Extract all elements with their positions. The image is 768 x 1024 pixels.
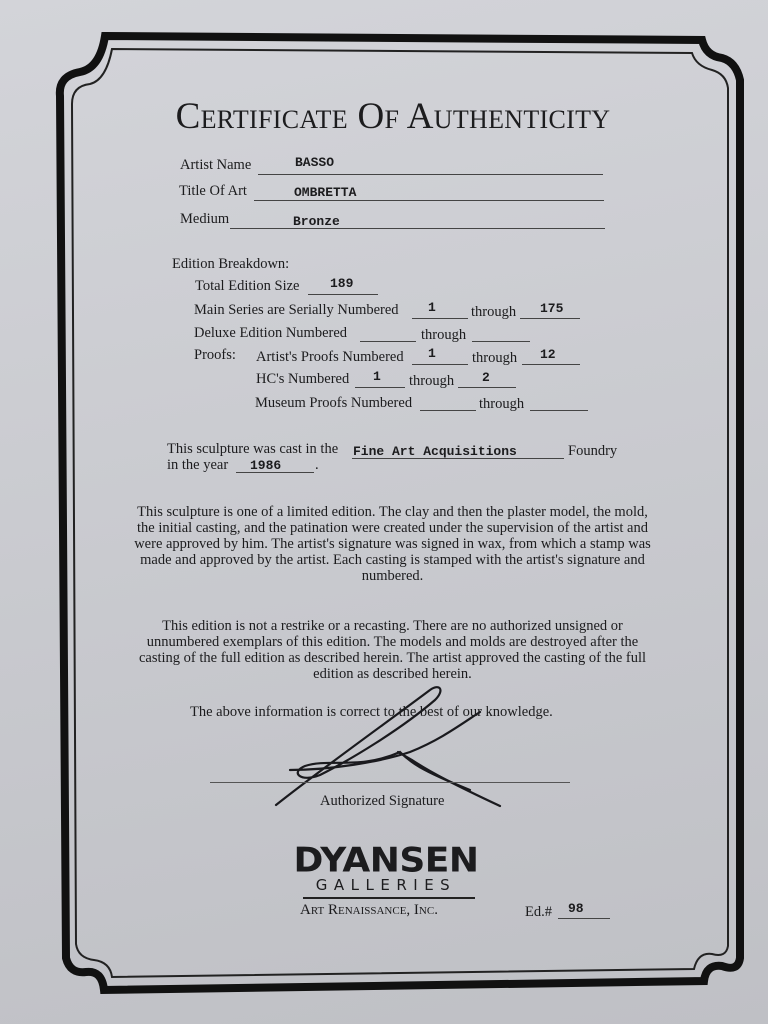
hc-numbered-label: HC's Numbered — [256, 371, 350, 387]
total-edition-label: Total Edition Size — [195, 278, 300, 294]
edition-number-value: 98 — [568, 901, 584, 916]
foundry-value: Fine Art Acquisitions — [353, 444, 517, 459]
certificate-title: Certificate Of Authenticity — [175, 96, 611, 137]
foundry-suffix: Foundry — [568, 443, 618, 459]
hc-to: 2 — [482, 370, 490, 385]
authorized-signature-label: Authorized Signature — [320, 793, 445, 809]
museum-through-label: through — [479, 396, 525, 412]
main-series-label: Main Series are Serially Numbered — [194, 302, 399, 318]
artists-proofs-label: Artist's Proofs Numbered — [256, 349, 404, 365]
artists-proofs-to: 12 — [540, 347, 556, 362]
artist-name-label: Artist Name — [180, 157, 252, 173]
title-of-art-label: Title Of Art — [179, 183, 247, 199]
artist-name-value: BASSO — [295, 155, 335, 170]
dyansen-logo: DYANSEN — [293, 841, 479, 880]
edition-number-label: Ed.# — [525, 904, 552, 920]
limited-edition-paragraph: This sculpture is one of a limited edition. The clay and then the plaster model, the mold, the initial casting, and the patination were created under the supervision of the artist and were approved by him. The artist's signature was signed in wax, from which a stamp was made and approved by the artist. Each casting is stamped with the artist's signature and numbered. — [134, 504, 651, 584]
artists-proofs-from: 1 — [428, 346, 436, 361]
artists-proofs-through-label: through — [472, 350, 518, 366]
main-series-from: 1 — [428, 300, 436, 315]
cast-statement-prefix: This sculpture was cast in the — [167, 441, 339, 457]
art-renaissance-text: Art Renaissance, Inc. — [300, 902, 438, 918]
year-suffix: . — [315, 457, 319, 473]
year-prefix: in the year — [167, 457, 229, 473]
deluxe-through-label: through — [421, 327, 467, 343]
hc-from: 1 — [373, 369, 381, 384]
knowledge-statement: The above information is correct to the best of our knowledge. — [190, 704, 553, 720]
logo-rule — [303, 897, 475, 899]
medium-label: Medium — [180, 211, 230, 227]
medium-value: Bronze — [293, 214, 340, 229]
title-of-art-value: OMBRETTA — [294, 185, 357, 200]
hc-through-label: through — [409, 373, 455, 389]
galleries-logo: GALLERIES — [315, 876, 457, 894]
museum-proofs-label: Museum Proofs Numbered — [255, 395, 413, 411]
year-value: 1986 — [250, 458, 282, 473]
edition-breakdown-heading: Edition Breakdown: — [172, 256, 290, 272]
main-series-through-label: through — [471, 304, 517, 320]
total-edition-value: 189 — [330, 276, 354, 291]
proofs-label: Proofs: — [194, 347, 236, 363]
no-restrike-paragraph: This edition is not a restrike or a recasting. There are no authorized unsigned or unnumbered exemplars of this edition. The models and molds are destroyed after the casting of the full edition as described herein. The artist approved the casting of the full edition as described herein. — [138, 618, 647, 682]
deluxe-edition-label: Deluxe Edition Numbered — [194, 325, 348, 341]
main-series-to: 175 — [540, 301, 564, 316]
